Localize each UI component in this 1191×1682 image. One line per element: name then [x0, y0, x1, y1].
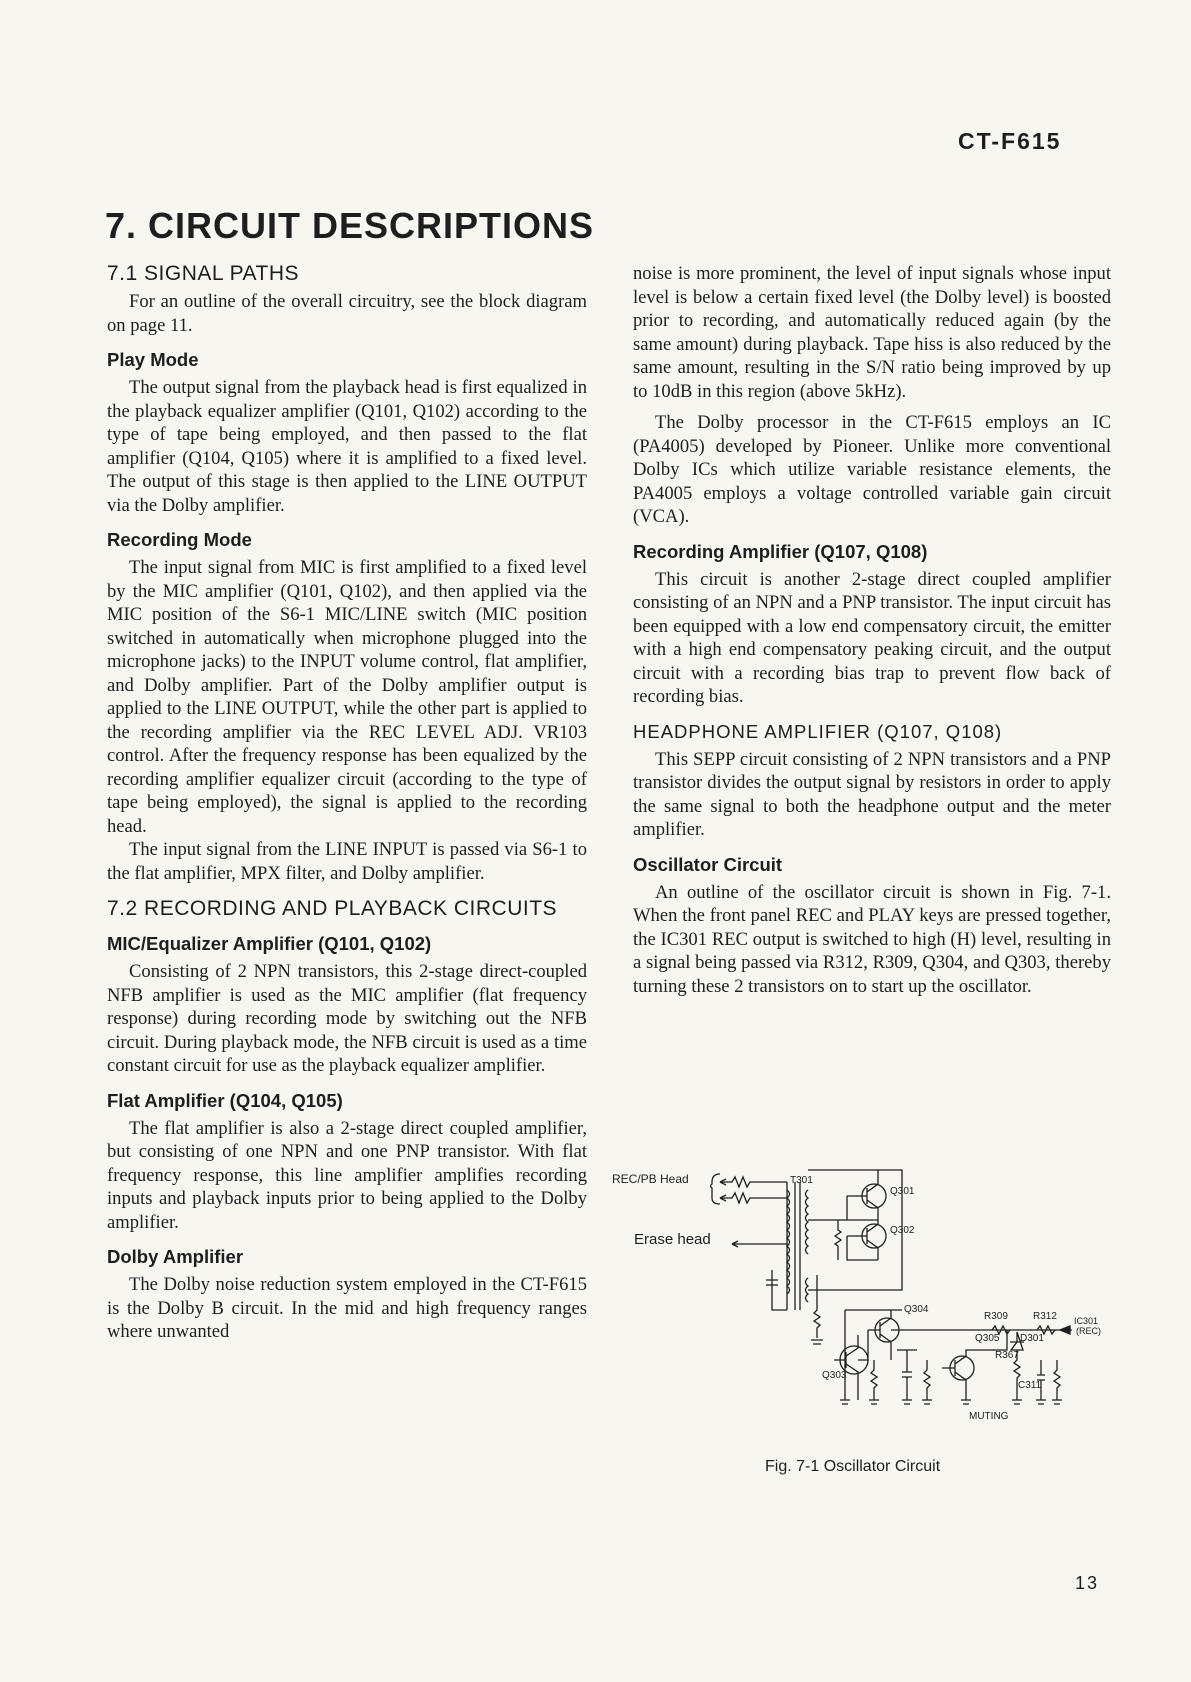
- headphone-amp-text: This SEPP circuit consisting of 2 NPN transistors and a PNP transistor divides the output signal by resistors in order to apply the same signal to both the headphone output and the meter amplifier.: [633, 748, 1111, 840]
- flat-amp-text: The flat amplifier is also a 2-stage direct coupled amplifier, but consisting of one NPN and one PNP transistor. With flat frequency response, this line amplifier amplifies recording inputs and playback inputs prior to being applied to the Dolby amplifier.: [107, 1117, 587, 1233]
- label-r309: R309: [984, 1311, 1008, 1322]
- label-q301: Q301: [890, 1186, 915, 1197]
- label-rec-pb-head: REC/PB Head: [612, 1172, 689, 1186]
- label-d301: D301: [1020, 1333, 1044, 1344]
- recording-mode-heading: Recording Mode: [107, 529, 252, 550]
- label-muting: MUTING: [969, 1411, 1009, 1420]
- label-r312: R312: [1033, 1311, 1057, 1322]
- label-q303: Q303: [822, 1370, 847, 1381]
- page-number: 13: [1075, 1573, 1100, 1593]
- label-r367: R367: [995, 1350, 1019, 1361]
- label-q305: Q305: [975, 1333, 1000, 1344]
- oscillator-schematic: [612, 1160, 1112, 1420]
- oscillator-text: An outline of the oscillator circuit is shown in Fig. 7-1. When the front panel REC and PLAY keys are pressed together, the IC301 REC output is switched to high (H) level, resulting in a signal being passed via R312, R309, Q304, and Q303, thereby turning these 2 transistors on to start up the oscillator.: [633, 881, 1111, 997]
- oscillator-heading: Oscillator Circuit: [633, 853, 783, 875]
- dolby-amp-text-continued: noise is more prominent, the level of input signals whose input level is below a certain fixed level (the Dolby level) is boosted prior to recording, and automatically reduced again (by the same amount) during playback. Tape hiss is also reduced by the same amount, resulting in the S/N ratio being improved by up to 10dB in this region (above 5kHz).: [633, 263, 1111, 402]
- dolby-amp-text: The Dolby noise reduction system employed in the CT-F615 is the Dolby B circuit. In the mid and high frequency ranges where unwanted: [107, 1274, 587, 1342]
- label-ic301: IC301: [1074, 1316, 1099, 1326]
- label-erase-head: Erase head: [634, 1231, 711, 1248]
- recording-mode-text-1: The input signal from MIC is first amplified to a fixed level by the MIC amplifier (Q101, Q102), and then applied via the MIC position of the S6-1 MIC/LINE switch (MIC position switched in automatically when microphone plugged into the microphone jacks) to the INPUT volume control, flat amplifier, and Dolby amplifier. Part of the Dolby amplifier output is applied to the LINE OUTPUT, while the other part is applied to the recording amplifier via the REC LEVEL ADJ. VR103 control. After the frequency response has been equalized by the recording amplifier equalizer circuit (according to the type of tape being employed), the signal is applied to the recording head.: [107, 557, 587, 837]
- label-q304: Q304: [904, 1304, 929, 1315]
- recording-mode-text-2: The input signal from the LINE INPUT is passed via S6-1 to the flat amplifier, MPX filter, and Dolby amplifier.: [107, 839, 587, 884]
- section-7-1-heading: 7.1 SIGNAL PATHS: [107, 262, 300, 285]
- label-q302: Q302: [890, 1225, 915, 1236]
- play-mode-heading: Play Mode: [107, 349, 199, 370]
- page-title: 7. CIRCUIT DESCRIPTIONS: [105, 205, 595, 246]
- play-mode-text: The output signal from the playback head is first equalized in the playback equalizer amplifier (Q101, Q102) according to the type of tape being employed, and then passed to the flat amplifier (Q104, Q105) where it is amplified to a fixed level. The output of this stage is then applied to the LINE OUTPUT via the Dolby amplifier.: [107, 377, 587, 516]
- section-7-1-text: For an outline of the overall circuitry, see the block diagram on page 11.: [107, 291, 587, 336]
- section-7-2-heading: 7.2 RECORDING AND PLAYBACK CIRCUITS: [107, 897, 558, 920]
- mic-eq-amp-text: Consisting of 2 NPN transistors, this 2-stage direct-coupled NFB amplifier is used as the MIC amplifier (flat frequency response) during recording mode by switching out the NFB circuit. During playback mode, the NFB circuit is used as a time constant circuit for use as the playback equalizer amplifier.: [107, 961, 587, 1076]
- label-t301: T301: [790, 1175, 813, 1186]
- right-column: [633, 262, 1111, 998]
- dolby-amp-heading: Dolby Amplifier: [107, 1246, 244, 1267]
- label-c311: C311: [1018, 1380, 1042, 1391]
- figure-caption: Fig. 7-1 Oscillator Circuit: [765, 1458, 941, 1475]
- dolby-processor-text: The Dolby processor in the CT-F615 employs an IC (PA4005) developed by Pioneer. Unlike more conventional Dolby ICs which utilize variable resistance elements, the PA4005 employs a voltage controlled variable gain circuit (VCA).: [633, 412, 1111, 527]
- mic-eq-amp-heading: MIC/Equalizer Amplifier (Q101, Q102): [107, 933, 432, 954]
- left-column: [107, 262, 587, 1344]
- flat-amp-heading: Flat Amplifier (Q104, Q105): [107, 1089, 343, 1111]
- model-number: CT-F615: [958, 128, 1062, 154]
- ground-symbols: [840, 1400, 1062, 1404]
- headphone-amp-heading: HEADPHONE AMPLIFIER (Q107, Q108): [633, 720, 1003, 742]
- recording-amp-text: This circuit is another 2-stage direct coupled amplifier consisting of an NPN and a PNP transistor. The input circuit has been equipped with a low end compensatory circuit, the emitter with a high end compensatory peaking circuit, and the output circuit with a recording bias trap to prevent flow back of recording bias.: [633, 568, 1111, 707]
- recording-amp-heading: Recording Amplifier (Q107, Q108): [633, 540, 928, 562]
- transformer-coil: [787, 1190, 808, 1302]
- label-rec: (REC): [1076, 1326, 1101, 1336]
